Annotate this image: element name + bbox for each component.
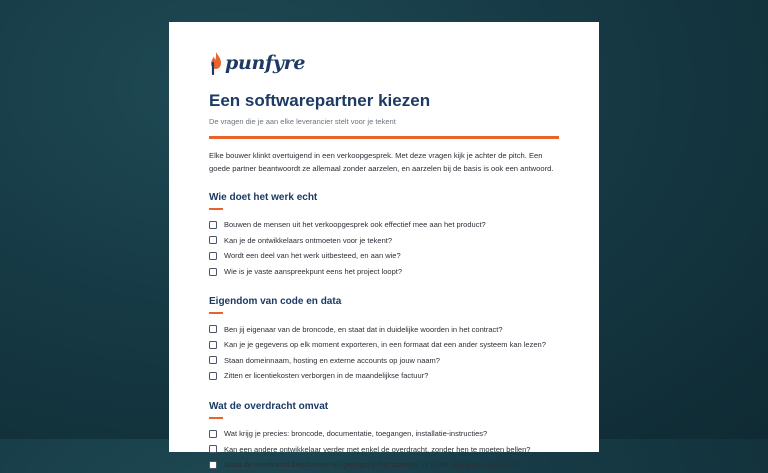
checklist-item-label: Kan je je gegevens op elk moment exporteren, in een formaat dat een ander systeem kan lezen?	[224, 340, 546, 350]
intro-paragraph: Elke bouwer klinkt overtuigend in een verkoopgesprek. Met deze vragen kijk je achter de pitch. Een goede partner beantwoordt ze allemaal zonder aarzelen, en aarzelen bij de basis is ook een antwoord.	[209, 151, 554, 173]
checklist-item-label: Wat krijg je precies: broncode, documentatie, toegangen, installatie-instructies?	[224, 429, 488, 439]
checklist-sections	[209, 192, 559, 473]
checklist-item-label: Kan een andere ontwikkelaar verder met enkel de overdracht, zonder hen te moeten bellen?	[224, 444, 531, 454]
checklist-section	[209, 296, 559, 383]
checklist-section	[209, 192, 559, 279]
checklist	[209, 321, 559, 383]
section-title: Wie doet het werk echt	[209, 192, 318, 203]
checklist-item	[209, 264, 559, 280]
checkbox[interactable]	[209, 268, 217, 276]
page-title: Een softwarepartner kiezen	[209, 91, 431, 110]
checklist-item-label: Kan je de ontwikkelaars ontmoeten voor je tekent?	[224, 235, 393, 245]
checklist-item-label: Bouwen de mensen uit het verkoopgesprek ook effectief mee aan het product?	[224, 220, 486, 230]
flame-icon	[209, 51, 223, 75]
brand-logo	[209, 50, 559, 76]
checklist-item	[209, 441, 559, 457]
checklist-item	[209, 233, 559, 249]
checklist-item	[209, 368, 559, 384]
checklist-item-label: Wordt een deel van het werk uitbesteed, en aan wie?	[224, 251, 401, 261]
section-title: Eigendom van code en data	[209, 296, 342, 308]
title-divider	[209, 136, 559, 139]
checklist-item	[209, 217, 559, 233]
checkbox[interactable]	[209, 221, 217, 229]
checkbox[interactable]	[209, 325, 217, 333]
checklist-item-label: Ben jij eigenaar van de broncode, en staat dat in duidelijke woorden in het contract?	[224, 324, 503, 334]
checkbox[interactable]	[209, 341, 217, 349]
checkbox[interactable]	[209, 461, 217, 469]
checklist-item	[209, 337, 559, 353]
checklist-item	[209, 353, 559, 369]
checkbox[interactable]	[209, 252, 217, 260]
checklist-item	[209, 426, 559, 442]
checklist-item-label: Staan domeinnaam, hosting en externe accounts op jouw naam?	[224, 355, 440, 365]
checklist-item	[209, 248, 559, 264]
checkbox[interactable]	[209, 430, 217, 438]
page-subtitle: De vragen die je aan elke leverancier stelt voor je tekent	[209, 117, 396, 126]
section-underline	[209, 208, 223, 210]
section-underline	[209, 417, 223, 419]
checkbox[interactable]	[209, 372, 217, 380]
checklist-item	[209, 321, 559, 337]
checkbox[interactable]	[209, 445, 217, 453]
document-page	[169, 22, 599, 470]
checklist-item-label: Zitten er licentiekosten verborgen in de maandelijkse factuur?	[224, 371, 429, 381]
checklist-section	[209, 401, 559, 473]
checklist-item-label: Staat de overdracht beschreven en geprijsd in het contract, of is het een gunst voor later?	[224, 460, 522, 470]
checklist	[209, 217, 559, 279]
checklist	[209, 426, 559, 473]
section-title: Wat de overdracht omvat	[209, 400, 329, 412]
checkbox[interactable]	[209, 236, 217, 244]
checkbox[interactable]	[209, 356, 217, 364]
checklist-item-label: Wie is je vaste aanspreekpunt eens het project loopt?	[224, 267, 403, 277]
checklist-item	[209, 457, 559, 473]
section-underline	[209, 312, 223, 314]
brand-name: punfyre	[225, 52, 306, 74]
